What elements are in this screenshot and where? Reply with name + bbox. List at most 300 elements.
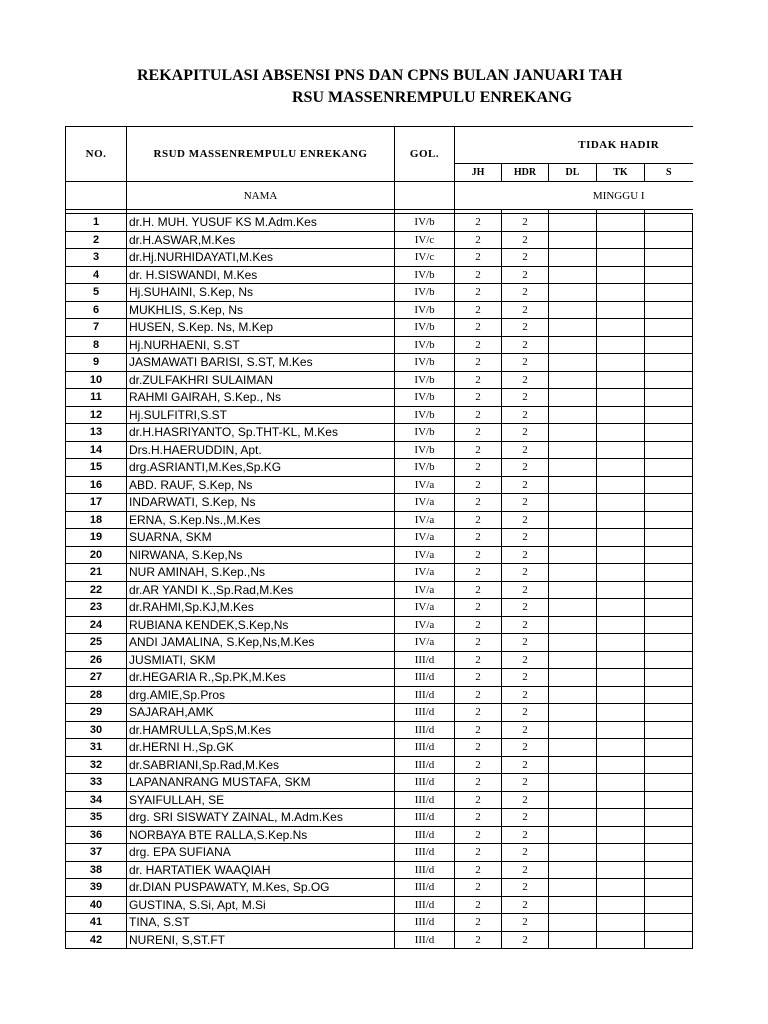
row-gol: IV/b — [395, 354, 455, 372]
row-gol: IV/a — [395, 494, 455, 512]
table-row — [66, 686, 693, 704]
row-number: 1 — [66, 214, 127, 232]
row-tk — [597, 284, 645, 302]
row-hdr: 2 — [502, 634, 549, 652]
row-hdr: 2 — [502, 511, 549, 529]
table-row — [66, 546, 693, 564]
row-number: 11 — [66, 389, 127, 407]
row-gol: IV/c — [395, 249, 455, 267]
row-gol: III/d — [395, 914, 455, 932]
row-number: 5 — [66, 284, 127, 302]
row-hdr: 2 — [502, 319, 549, 337]
row-hdr: 2 — [502, 826, 549, 844]
row-nama: dr.HAMRULLA,SpS,M.Kes — [127, 721, 395, 739]
row-hdr: 2 — [502, 581, 549, 599]
row-gol: IV/b — [395, 301, 455, 319]
row-dl — [549, 669, 597, 687]
row-hdr: 2 — [502, 406, 549, 424]
attendance-table — [65, 126, 693, 949]
table-row — [66, 634, 693, 652]
row-number: 34 — [66, 791, 127, 809]
row-hdr: 2 — [502, 651, 549, 669]
row-s — [645, 634, 693, 652]
row-s — [645, 686, 693, 704]
row-number: 21 — [66, 564, 127, 582]
row-dl — [549, 231, 597, 249]
row-s — [645, 301, 693, 319]
row-tk — [597, 809, 645, 827]
row-gol: IV/a — [395, 599, 455, 617]
row-gol: III/d — [395, 879, 455, 897]
row-dl — [549, 546, 597, 564]
table-row — [66, 879, 693, 897]
row-tk — [597, 651, 645, 669]
header-gol: GOL. — [395, 127, 455, 182]
row-number: 28 — [66, 686, 127, 704]
row-dl — [549, 704, 597, 722]
row-number: 19 — [66, 529, 127, 547]
document-title: REKAPITULASI ABSENSI PNS DAN CPNS BULAN JANUARI TAH — [137, 67, 623, 84]
row-gol: IV/b — [395, 214, 455, 232]
row-s — [645, 319, 693, 337]
row-jh: 2 — [455, 809, 502, 827]
row-gol: IV/a — [395, 564, 455, 582]
table-row — [66, 564, 693, 582]
row-hdr: 2 — [502, 756, 549, 774]
row-tk — [597, 669, 645, 687]
row-gol: IV/b — [395, 459, 455, 477]
row-hdr: 2 — [502, 931, 549, 949]
table-row — [66, 476, 693, 494]
row-s — [645, 424, 693, 442]
row-nama: dr.RAHMI,Sp.KJ,M.Kes — [127, 599, 395, 617]
row-jh: 2 — [455, 651, 502, 669]
row-number: 26 — [66, 651, 127, 669]
row-gol: IV/a — [395, 616, 455, 634]
row-nama: Hj.SUHAINI, S.Kep, Ns — [127, 284, 395, 302]
row-dl — [549, 284, 597, 302]
row-jh: 2 — [455, 476, 502, 494]
row-dl — [549, 651, 597, 669]
table-row — [66, 249, 693, 267]
row-tk — [597, 301, 645, 319]
row-nama: NUR AMINAH, S.Kep.,Ns — [127, 564, 395, 582]
row-gol: IV/a — [395, 581, 455, 599]
row-s — [645, 914, 693, 932]
row-dl — [549, 844, 597, 862]
row-gol: IV/a — [395, 546, 455, 564]
row-gol: IV/b — [395, 371, 455, 389]
row-jh: 2 — [455, 861, 502, 879]
row-tk — [597, 879, 645, 897]
row-tk — [597, 616, 645, 634]
row-jh: 2 — [455, 774, 502, 792]
row-tk — [597, 844, 645, 862]
row-jh: 2 — [455, 704, 502, 722]
row-tk — [597, 424, 645, 442]
row-jh: 2 — [455, 284, 502, 302]
row-nama: dr.DIAN PUSPAWATY, M.Kes, Sp.OG — [127, 879, 395, 897]
row-number: 27 — [66, 669, 127, 687]
row-s — [645, 476, 693, 494]
row-tk — [597, 914, 645, 932]
row-nama: JASMAWATI BARISI, S.ST, M.Kes — [127, 354, 395, 372]
row-tk — [597, 214, 645, 232]
row-number: 9 — [66, 354, 127, 372]
row-dl — [549, 301, 597, 319]
row-jh: 2 — [455, 231, 502, 249]
document-subtitle: RSU MASSENREMPULU ENREKANG — [292, 89, 573, 106]
row-dl — [549, 914, 597, 932]
row-tk — [597, 354, 645, 372]
row-nama: SUARNA, SKM — [127, 529, 395, 547]
row-dl — [549, 371, 597, 389]
row-nama: RAHMI GAIRAH, S.Kep., Ns — [127, 389, 395, 407]
row-s — [645, 249, 693, 267]
row-nama: MUKHLIS, S.Kep, Ns — [127, 301, 395, 319]
row-hdr: 2 — [502, 301, 549, 319]
row-nama: dr.AR YANDI K.,Sp.Rad,M.Kes — [127, 581, 395, 599]
row-hdr: 2 — [502, 809, 549, 827]
row-tk — [597, 861, 645, 879]
table-row — [66, 301, 693, 319]
header-row-3 — [66, 182, 693, 210]
table-row — [66, 459, 693, 477]
row-dl — [549, 214, 597, 232]
row-tk — [597, 231, 645, 249]
row-gol: IV/a — [395, 529, 455, 547]
header-nama: NAMA — [127, 182, 395, 210]
row-hdr: 2 — [502, 791, 549, 809]
row-dl — [549, 809, 597, 827]
row-s — [645, 546, 693, 564]
row-hdr: 2 — [502, 336, 549, 354]
row-nama: dr.H.ASWAR,M.Kes — [127, 231, 395, 249]
row-dl — [549, 494, 597, 512]
table-row — [66, 861, 693, 879]
row-number: 39 — [66, 879, 127, 897]
row-gol: III/d — [395, 721, 455, 739]
row-dl — [549, 564, 597, 582]
row-gol: III/d — [395, 739, 455, 757]
row-gol: IV/b — [395, 424, 455, 442]
row-jh: 2 — [455, 511, 502, 529]
row-gol: IV/b — [395, 284, 455, 302]
row-nama: NORBAYA BTE RALLA,S.Kep.Ns — [127, 826, 395, 844]
row-number: 14 — [66, 441, 127, 459]
row-gol: III/d — [395, 704, 455, 722]
row-s — [645, 669, 693, 687]
row-tk — [597, 739, 645, 757]
row-jh: 2 — [455, 791, 502, 809]
table-row — [66, 809, 693, 827]
table-row — [66, 826, 693, 844]
row-number: 17 — [66, 494, 127, 512]
row-number: 8 — [66, 336, 127, 354]
table-row — [66, 424, 693, 442]
row-s — [645, 826, 693, 844]
row-number: 31 — [66, 739, 127, 757]
row-gol: III/d — [395, 931, 455, 949]
row-tk — [597, 634, 645, 652]
row-dl — [549, 336, 597, 354]
row-s — [645, 371, 693, 389]
row-jh: 2 — [455, 686, 502, 704]
row-nama: SYAIFULLAH, SE — [127, 791, 395, 809]
row-s — [645, 721, 693, 739]
header-row-1 — [66, 127, 693, 164]
row-hdr: 2 — [502, 879, 549, 897]
row-gol: III/d — [395, 896, 455, 914]
row-s — [645, 616, 693, 634]
row-nama: INDARWATI, S.Kep, Ns — [127, 494, 395, 512]
row-tk — [597, 931, 645, 949]
table-row — [66, 931, 693, 949]
row-dl — [549, 424, 597, 442]
row-dl — [549, 861, 597, 879]
row-s — [645, 511, 693, 529]
row-dl — [549, 406, 597, 424]
row-nama: NIRWANA, S.Kep,Ns — [127, 546, 395, 564]
row-tk — [597, 336, 645, 354]
row-nama: NURENI, S,ST.FT — [127, 931, 395, 949]
row-number: 20 — [66, 546, 127, 564]
row-s — [645, 809, 693, 827]
row-dl — [549, 634, 597, 652]
row-hdr: 2 — [502, 774, 549, 792]
header-tk: TK — [597, 164, 645, 182]
row-gol: III/d — [395, 686, 455, 704]
row-s — [645, 581, 693, 599]
table-row — [66, 231, 693, 249]
row-number: 38 — [66, 861, 127, 879]
row-jh: 2 — [455, 914, 502, 932]
row-nama: ERNA, S.Kep.Ns.,M.Kes — [127, 511, 395, 529]
header-s: S — [645, 164, 693, 182]
row-dl — [549, 354, 597, 372]
row-jh: 2 — [455, 896, 502, 914]
row-number: 16 — [66, 476, 127, 494]
row-jh: 2 — [455, 354, 502, 372]
row-number: 23 — [66, 599, 127, 617]
table-row — [66, 616, 693, 634]
row-s — [645, 844, 693, 862]
row-dl — [549, 931, 597, 949]
row-dl — [549, 756, 597, 774]
row-nama: Hj.SULFITRI,S.ST — [127, 406, 395, 424]
row-s — [645, 739, 693, 757]
row-nama: dr.ZULFAKHRI SULAIMAN — [127, 371, 395, 389]
table-row — [66, 284, 693, 302]
row-number: 35 — [66, 809, 127, 827]
row-s — [645, 231, 693, 249]
row-jh: 2 — [455, 371, 502, 389]
row-dl — [549, 441, 597, 459]
row-dl — [549, 389, 597, 407]
row-nama: dr.HERNI H.,Sp.GK — [127, 739, 395, 757]
row-nama: RUBIANA KENDEK,S.Kep,Ns — [127, 616, 395, 634]
table-row — [66, 581, 693, 599]
row-hdr: 2 — [502, 721, 549, 739]
row-jh: 2 — [455, 266, 502, 284]
row-hdr: 2 — [502, 564, 549, 582]
row-dl — [549, 686, 597, 704]
row-s — [645, 406, 693, 424]
row-number: 40 — [66, 896, 127, 914]
row-number: 3 — [66, 249, 127, 267]
row-dl — [549, 616, 597, 634]
row-hdr: 2 — [502, 686, 549, 704]
row-nama: dr.Hj.NURHIDAYATI,M.Kes — [127, 249, 395, 267]
row-number: 29 — [66, 704, 127, 722]
table-row — [66, 371, 693, 389]
row-number: 33 — [66, 774, 127, 792]
row-s — [645, 774, 693, 792]
row-nama: dr. HARTATIEK WAAQIAH — [127, 861, 395, 879]
row-dl — [549, 476, 597, 494]
table-row — [66, 336, 693, 354]
row-s — [645, 266, 693, 284]
row-jh: 2 — [455, 441, 502, 459]
row-jh: 2 — [455, 599, 502, 617]
table-row — [66, 511, 693, 529]
row-jh: 2 — [455, 301, 502, 319]
row-gol: IV/b — [395, 441, 455, 459]
row-hdr: 2 — [502, 739, 549, 757]
row-hdr: 2 — [502, 599, 549, 617]
row-tk — [597, 599, 645, 617]
row-jh: 2 — [455, 214, 502, 232]
row-s — [645, 651, 693, 669]
row-hdr: 2 — [502, 476, 549, 494]
row-jh: 2 — [455, 319, 502, 337]
row-number: 10 — [66, 371, 127, 389]
row-dl — [549, 721, 597, 739]
row-number: 42 — [66, 931, 127, 949]
row-s — [645, 459, 693, 477]
row-tk — [597, 249, 645, 267]
row-nama: dr.H.HASRIYANTO, Sp.THT-KL, M.Kes — [127, 424, 395, 442]
row-gol: III/d — [395, 774, 455, 792]
row-nama: drg. SRI SISWATY ZAINAL, M.Adm.Kes — [127, 809, 395, 827]
row-number: 12 — [66, 406, 127, 424]
row-gol: IV/b — [395, 266, 455, 284]
table-row — [66, 669, 693, 687]
row-hdr: 2 — [502, 546, 549, 564]
row-s — [645, 931, 693, 949]
row-tk — [597, 529, 645, 547]
row-s — [645, 284, 693, 302]
row-nama: HUSEN, S.Kep. Ns, M.Kep — [127, 319, 395, 337]
row-tk — [597, 546, 645, 564]
row-number: 18 — [66, 511, 127, 529]
table-row — [66, 441, 693, 459]
row-tk — [597, 406, 645, 424]
header-tidak-hadir: TIDAK HADIR — [455, 127, 693, 164]
row-gol: IV/c — [395, 231, 455, 249]
row-dl — [549, 511, 597, 529]
row-jh: 2 — [455, 616, 502, 634]
row-jh: 2 — [455, 389, 502, 407]
row-hdr: 2 — [502, 214, 549, 232]
row-nama: drg.AMIE,Sp.Pros — [127, 686, 395, 704]
row-jh: 2 — [455, 249, 502, 267]
row-gol: IV/a — [395, 634, 455, 652]
row-hdr: 2 — [502, 669, 549, 687]
row-jh: 2 — [455, 879, 502, 897]
row-jh: 2 — [455, 459, 502, 477]
row-hdr: 2 — [502, 424, 549, 442]
row-hdr: 2 — [502, 494, 549, 512]
header-unit: RSUD MASSENREMPULU ENREKANG — [127, 127, 395, 182]
row-tk — [597, 721, 645, 739]
row-hdr: 2 — [502, 704, 549, 722]
row-dl — [549, 581, 597, 599]
row-tk — [597, 686, 645, 704]
row-hdr: 2 — [502, 844, 549, 862]
row-number: 25 — [66, 634, 127, 652]
row-tk — [597, 896, 645, 914]
row-nama: ANDI JAMALINA, S.Kep,Ns,M.Kes — [127, 634, 395, 652]
row-s — [645, 441, 693, 459]
row-jh: 2 — [455, 826, 502, 844]
row-hdr: 2 — [502, 371, 549, 389]
row-jh: 2 — [455, 406, 502, 424]
row-gol: III/d — [395, 844, 455, 862]
row-tk — [597, 494, 645, 512]
row-dl — [549, 826, 597, 844]
row-s — [645, 494, 693, 512]
row-number: 6 — [66, 301, 127, 319]
table-row — [66, 896, 693, 914]
row-number: 30 — [66, 721, 127, 739]
row-number: 7 — [66, 319, 127, 337]
row-s — [645, 336, 693, 354]
row-jh: 2 — [455, 669, 502, 687]
row-nama: GUSTINA, S.Si, Apt, M.Si — [127, 896, 395, 914]
row-hdr: 2 — [502, 284, 549, 302]
row-s — [645, 564, 693, 582]
row-s — [645, 879, 693, 897]
row-dl — [549, 599, 597, 617]
row-tk — [597, 581, 645, 599]
row-hdr: 2 — [502, 231, 549, 249]
row-jh: 2 — [455, 931, 502, 949]
row-s — [645, 599, 693, 617]
table-row — [66, 704, 693, 722]
row-nama: TINA, S.ST — [127, 914, 395, 932]
row-hdr: 2 — [502, 389, 549, 407]
row-number: 41 — [66, 914, 127, 932]
row-tk — [597, 791, 645, 809]
row-nama: JUSMIATI, SKM — [127, 651, 395, 669]
row-gol: III/d — [395, 791, 455, 809]
table-row — [66, 774, 693, 792]
row-nama: dr.H. MUH. YUSUF KS M.Adm.Kes — [127, 214, 395, 232]
table-row — [66, 791, 693, 809]
header-dl: DL — [549, 164, 597, 182]
row-number: 22 — [66, 581, 127, 599]
row-gol: III/d — [395, 826, 455, 844]
row-gol: IV/a — [395, 511, 455, 529]
row-s — [645, 896, 693, 914]
row-tk — [597, 476, 645, 494]
row-hdr: 2 — [502, 249, 549, 267]
row-number: 4 — [66, 266, 127, 284]
header-no: NO. — [66, 127, 127, 182]
row-jh: 2 — [455, 564, 502, 582]
row-hdr: 2 — [502, 266, 549, 284]
